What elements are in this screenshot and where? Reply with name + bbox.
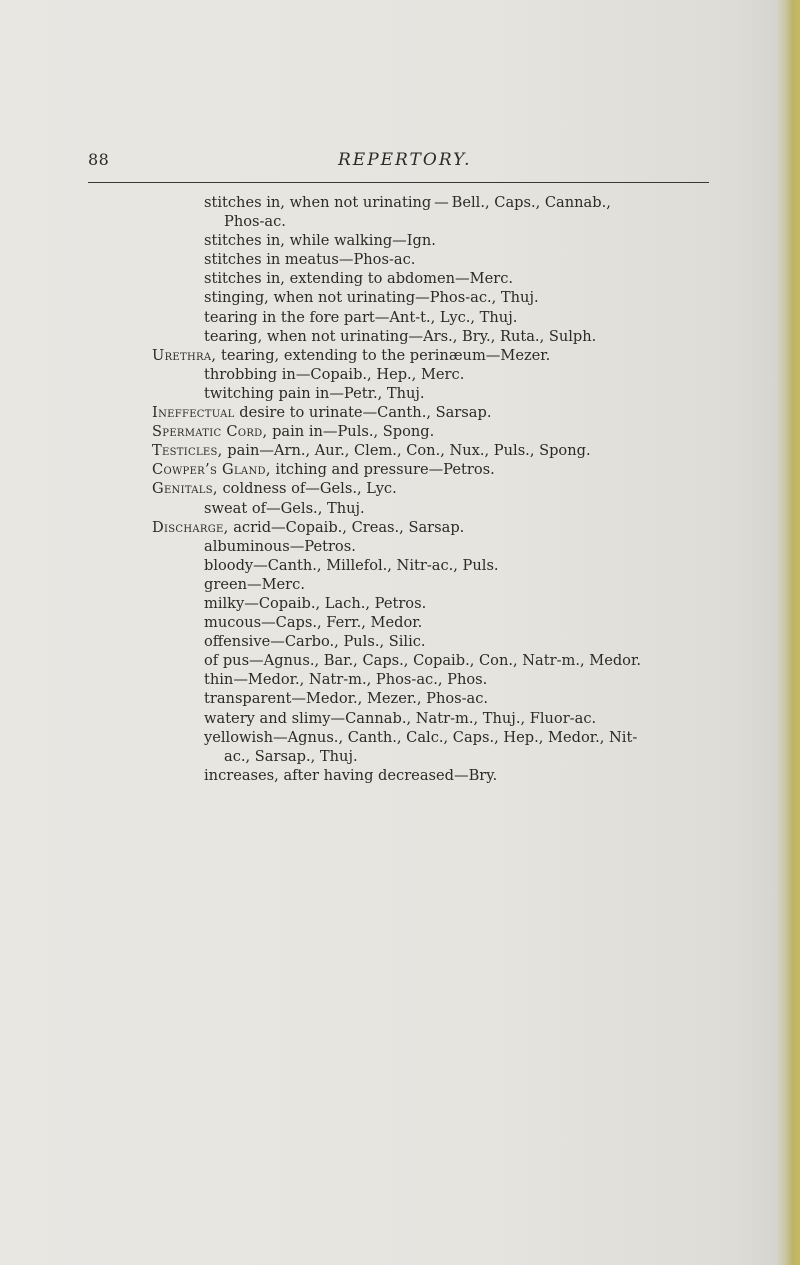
rubric-text: pain—Arn., Aur., Clem., Con., Nux., Puls., Spong.	[222, 442, 591, 460]
rubric-text: of pus—Agnus., Bar., Caps., Copaib., Con., Natr-m., Medor.	[204, 652, 641, 670]
rubric-text: mucous—Caps., Ferr., Medor.	[204, 614, 423, 632]
rubric-text: ac., Sarsap., Thuj.	[224, 747, 358, 765]
rubric-subentry-line	[152, 728, 722, 747]
rubric-heading: Ineffectual	[152, 404, 235, 422]
rubric-subentry-line	[152, 709, 722, 728]
rubric-text: stitches in, when not urinating — Bell., Caps., Cannab.,	[204, 194, 611, 211]
rubric-subentry-line	[152, 327, 722, 346]
rubric-text: albuminous—Petros.	[204, 537, 356, 555]
rubric-subentry-line	[152, 308, 722, 327]
rubric-text: acrid—Copaib., Creas., Sarsap.	[228, 518, 465, 536]
rubric-text: Phos-ac.	[224, 213, 286, 231]
rubric-subentry-line	[152, 670, 722, 689]
page-edge-shadow	[776, 0, 800, 1265]
rubric-text: stitches in meatus—Phos-ac.	[204, 251, 416, 269]
rubric-subentry-line	[152, 193, 722, 212]
rubric-heading: Cowper’s Gland,	[152, 461, 271, 479]
rubric-heading-line	[152, 518, 722, 537]
rubric-text: yellowish—Agnus., Canth., Calc., Caps., Hep., Medor., Nit-	[204, 728, 638, 746]
rubric-heading: Spermatic Cord,	[152, 423, 268, 441]
rubric-text: twitching pain in—Petr., Thuj.	[204, 384, 425, 402]
rubric-heading-line	[152, 403, 722, 422]
rubric-text: green—Merc.	[204, 575, 305, 593]
rubric-subentry-line	[152, 250, 722, 269]
rubric-text: thin—Medor., Natr-m., Phos-ac., Phos.	[204, 671, 488, 689]
page-header	[88, 150, 708, 172]
rubric-heading-line	[152, 422, 722, 441]
rubric-heading: Urethra,	[152, 346, 217, 364]
rubric-continuation-line	[152, 747, 722, 766]
rubric-subentry-line	[152, 689, 722, 708]
rubric-subentry-line	[152, 575, 722, 594]
rubric-subentry-line	[152, 231, 722, 250]
rubric-text: watery and slimy—Cannab., Natr-m., Thuj., Fluor-ac.	[204, 709, 597, 727]
rubric-heading-line	[152, 479, 722, 498]
rubric-heading-line	[152, 346, 722, 365]
rubric-heading: Genitals,	[152, 480, 218, 498]
running-head: REPERTORY.	[338, 150, 472, 170]
header-rule	[88, 182, 709, 183]
rubric-text: desire to urinate—Canth., Sarsap.	[234, 404, 492, 422]
rubric-subentry-line	[152, 384, 722, 403]
rubric-subentry-line	[152, 613, 722, 632]
rubric-text: tearing, when not urinating—Ars., Bry., Ruta., Sulph.	[204, 327, 597, 345]
rubric-subentry-line	[152, 594, 722, 613]
rubric-text: offensive—Carbo., Puls., Silic.	[204, 633, 426, 651]
rubric-subentry-line	[152, 537, 722, 556]
rubric-text: tearing in the fore part—Ant-t., Lyc., Thuj.	[204, 308, 518, 326]
rubric-continuation-line	[152, 212, 722, 231]
rubric-text: sweat of—Gels., Thuj.	[204, 499, 365, 517]
rubric-subentry-line	[152, 499, 722, 518]
rubric-subentry-line	[152, 766, 722, 785]
rubric-text: stitches in, while walking—Ign.	[204, 232, 436, 250]
rubric-heading-line	[152, 460, 722, 479]
rubric-text: bloody—Canth., Millefol., Nitr-ac., Puls.	[204, 556, 499, 574]
rubric-subentry-line	[152, 632, 722, 651]
rubric-text: transparent—Medor., Mezer., Phos-ac.	[204, 690, 489, 708]
rubric-text: milky—Copaib., Lach., Petros.	[204, 594, 427, 612]
rubric-heading: Testicles,	[152, 442, 223, 460]
rubric-subentry-line	[152, 556, 722, 575]
rubric-text: coldness of—Gels., Lyc.	[217, 480, 397, 498]
rubric-subentry-line	[152, 288, 722, 307]
page-number: 88	[88, 150, 110, 169]
rubric-text: tearing, extending to the perinæum—Mezer.	[216, 346, 551, 364]
rubric-text: stitches in, extending to abdomen—Merc.	[204, 270, 514, 288]
rubric-text: throbbing in—Copaib., Hep., Merc.	[204, 365, 465, 383]
repertory-entries	[152, 193, 722, 785]
rubric-subentry-line	[152, 651, 722, 670]
rubric-heading-line	[152, 441, 722, 460]
rubric-text: itching and pressure—Petros.	[270, 461, 495, 479]
rubric-subentry-line	[152, 365, 722, 384]
rubric-subentry-line	[152, 269, 722, 288]
rubric-text: stinging, when not urinating—Phos-ac., Thuj.	[204, 289, 539, 307]
rubric-text: pain in—Puls., Spong.	[267, 423, 435, 441]
rubric-heading: Discharge,	[152, 518, 229, 536]
rubric-text: increases, after having decreased—Bry.	[204, 766, 498, 784]
